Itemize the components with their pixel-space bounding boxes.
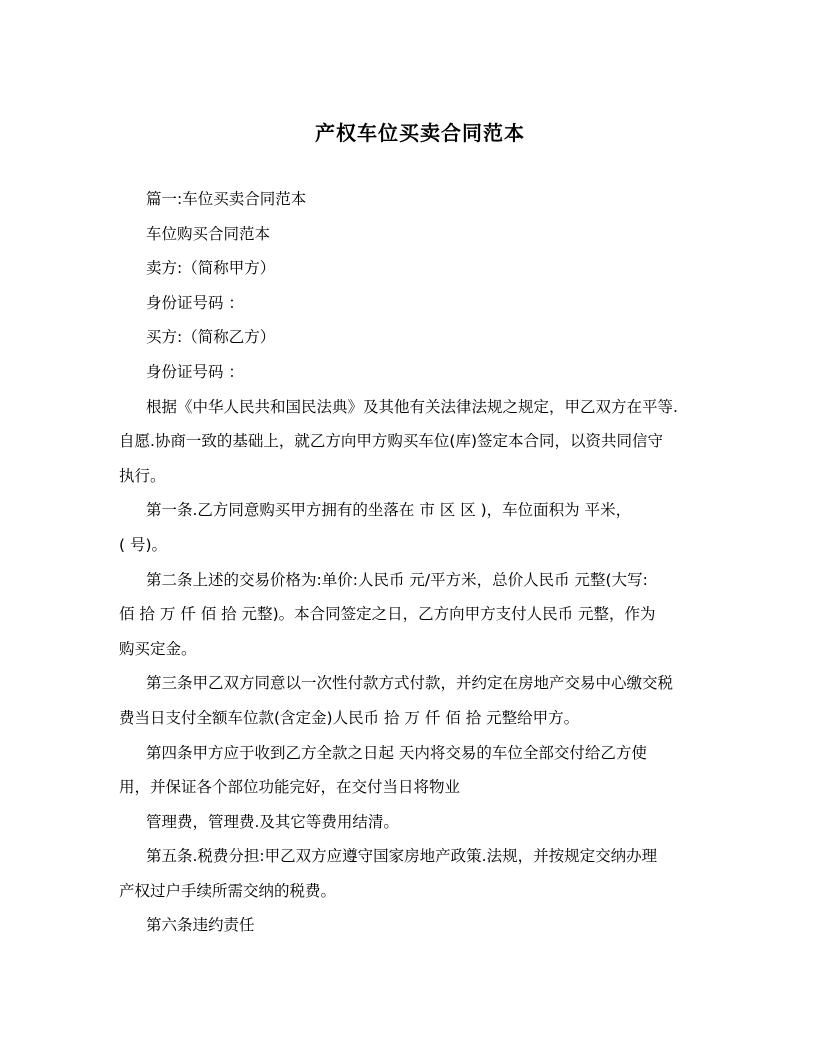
text-line: 第二条上述的交易价格为:单价:人民币 元/平方米，总价人民币 元整(大写: <box>146 570 648 589</box>
text-line: 自愿.协商一致的基础上，就乙方向甲方购买车位(库)签定本合同，以资共同信守 <box>119 432 664 451</box>
text-line: 第一条.乙方同意购买甲方拥有的坐落在 市 区 区 )，车位面积为 平米， <box>146 501 632 520</box>
text-line: ( 号)。 <box>119 535 168 554</box>
text-line: 身份证号码 ： <box>146 362 244 381</box>
text-line: 卖方:（简称甲方） <box>146 259 276 278</box>
text-line: 买方:（简称乙方） <box>146 328 276 347</box>
text-line: 佰 拾 万 仟 佰 拾 元整)。本合同签定之日，乙方向甲方支付人民币 元整，作为 <box>119 605 656 624</box>
text-line: 用，并保证各个部位功能完好，在交付当日将物业 <box>119 778 461 797</box>
text-line: 管理费，管理费.及其它等费用结清。 <box>146 812 399 831</box>
document-body <box>119 182 709 943</box>
text-line: 篇一:车位买卖合同范本 <box>146 190 307 208</box>
text-line: 产权过户手续所需交纳的税费。 <box>119 881 337 900</box>
text-line: 第四条甲方应于收到乙方全款之日起 天内将交易的车位全部交付给乙方使 <box>146 743 647 762</box>
text-line: 费当日支付全额车位款(含定金)人民币 拾 万 仟 佰 拾 元整给甲方。 <box>119 708 580 727</box>
text-line: 根据《中华人民共和国民法典》及其他有关法律法规之规定，甲乙双方在平等. <box>146 397 678 416</box>
text-line: 第三条甲乙双方同意以一次性付款方式付款，并约定在房地产交易中心缴交税 <box>146 674 674 693</box>
text-line: 第六条违约责任 <box>146 916 255 935</box>
text-line: 车位购买合同范本 <box>146 224 271 243</box>
text-line: 第五条.税费分担:甲乙双方应遵守国家房地产政策.法规，并按规定交纳办理 <box>146 847 658 866</box>
text-line: 购买定金。 <box>119 639 197 658</box>
text-line: 身份证号码 ： <box>146 293 244 312</box>
text-line: 执行。 <box>119 466 166 485</box>
document-title: 产权车位买卖合同范本 <box>315 121 525 145</box>
